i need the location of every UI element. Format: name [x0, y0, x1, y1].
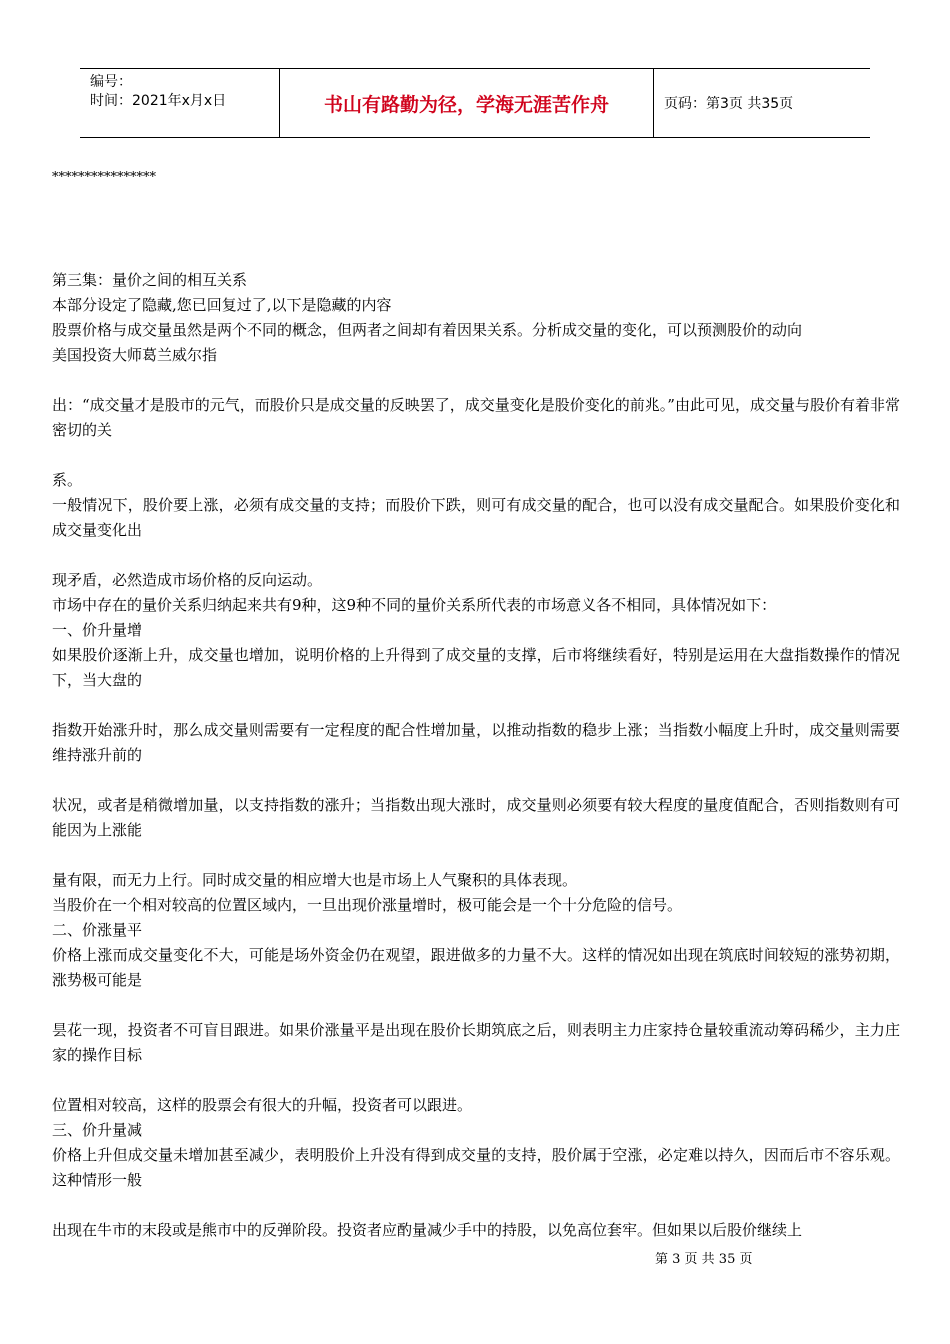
- header-page-info: 页码：第3页 共35页: [664, 96, 794, 112]
- body-line: 二、价涨量平: [52, 921, 143, 939]
- number-label: 编号：: [90, 74, 132, 90]
- paragraph-gap: [52, 443, 900, 468]
- document-body: [52, 268, 900, 1243]
- body-line: 第三集：量价之间的相互关系: [52, 271, 248, 289]
- body-line: 出现在牛市的末段或是熊市中的反弹阶段。投资者应酌量减少手中的持股，以免高位套牢。但如果以后股价继续上: [52, 1221, 803, 1239]
- body-paragraph: 价格上涨而成交量变化不大，可能是场外资金仍在观望，跟进做多的力量不大。这样的情况如出现在筑底时间较短的涨势初期，涨势极可能是: [52, 946, 900, 989]
- page-footer: 第 3 页 共 35 页: [655, 1252, 753, 1267]
- separator-stars: ****************: [52, 170, 156, 185]
- header-motto: 书山有路勤为径，学海无涯苦作舟: [280, 69, 654, 137]
- header-meta: [80, 69, 280, 137]
- body-line: 一、价升量增: [52, 621, 143, 639]
- time-label: 时间：2021年x月x日: [90, 93, 227, 109]
- body-paragraph: 昙花一现，投资者不可盲目跟进。如果价涨量平是出现在股价长期筑底之后，则表明主力庄家持仓量较重流动筹码稀少，主力庄家的操作目标: [52, 1021, 900, 1064]
- body-line: 三、价升量减: [52, 1121, 143, 1139]
- document-header: [80, 68, 870, 138]
- paragraph-gap: [52, 368, 900, 393]
- body-paragraph: 一般情况下，股价要上涨，必须有成交量的支持；而股价下跌，则可有成交量的配合，也可以没有成交量配合。如果股价变化和成交量变化出: [52, 496, 900, 539]
- body-line: 系。: [52, 471, 83, 489]
- paragraph-gap: [52, 843, 900, 868]
- body-line: 位置相对较高，这样的股票会有很大的升幅，投资者可以跟进。: [52, 1096, 473, 1114]
- body-paragraph: 出：“成交量才是股市的元气，而股价只是成交量的反映罢了，成交量变化是股价变化的前兆。”由此可见，成交量与股价有着非常密切的关: [52, 396, 900, 439]
- body-paragraph: 如果股价逐渐上升，成交量也增加，说明价格的上升得到了成交量的支撑，后市将继续看好，特别是运用在大盘指数操作的情况下，当大盘的: [52, 646, 900, 689]
- paragraph-gap: [52, 993, 900, 1018]
- body-line: 现矛盾，必然造成市场价格的反向运动。: [52, 571, 323, 589]
- body-paragraph: 状况，或者是稍微增加量，以支持指数的涨升；当指数出现大涨时，成交量则必须要有较大程度的量度值配合，否则指数则有可能因为上涨能: [52, 796, 900, 839]
- paragraph-gap: [52, 1193, 900, 1218]
- paragraph-gap: [52, 1068, 900, 1093]
- body-paragraph: 指数开始涨升时，那么成交量则需要有一定程度的配合性增加量，以推动指数的稳步上涨；当指数小幅度上升时，成交量则需要维持涨升前的: [52, 721, 900, 764]
- body-paragraph: 价格上升但成交量未增加甚至减少，表明股价上升没有得到成交量的支持，股价属于空涨，必定难以持久，因而后市不容乐观。这种情形一般: [52, 1146, 900, 1189]
- body-line: 美国投资大师葛兰威尔指: [52, 346, 218, 364]
- body-line: 量有限，而无力上行。同时成交量的相应增大也是市场上人气聚积的具体表现。: [52, 871, 578, 889]
- paragraph-gap: [52, 543, 900, 568]
- body-line: 当股价在一个相对较高的位置区域内，一旦出现价涨量增时，极可能会是一个十分危险的信号。: [52, 896, 683, 914]
- body-line: 本部分设定了隐藏,您已回复过了,以下是隐藏的内容: [52, 296, 392, 314]
- body-line: 股票价格与成交量虽然是两个不同的概念，但两者之间却有着因果关系。分析成交量的变化，可以预测股价的动向: [52, 321, 803, 339]
- paragraph-gap: [52, 768, 900, 793]
- body-line: 市场中存在的量价关系归纳起来共有9种，这9种不同的量价关系所代表的市场意义各不相同，具体情况如下：: [52, 596, 777, 614]
- paragraph-gap: [52, 693, 900, 718]
